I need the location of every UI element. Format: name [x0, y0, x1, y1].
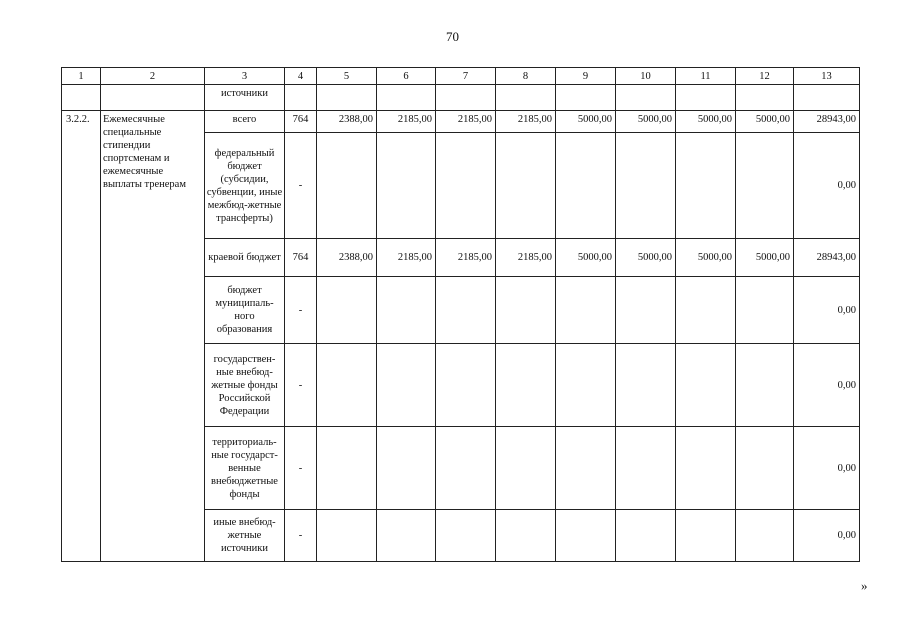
empty-cell	[285, 85, 317, 111]
value-cell	[496, 510, 556, 562]
source-cell: всего	[205, 111, 285, 133]
value-cell: 2185,00	[377, 239, 436, 277]
value-cell	[676, 427, 736, 510]
source-cell: бюджет муниципаль-ного образования	[205, 277, 285, 344]
header-cell: 10	[616, 68, 676, 85]
value-cell	[436, 344, 496, 427]
header-cell: 4	[285, 68, 317, 85]
source-cell: федеральный бюджет (субсидии, субвенции, иные межбюд-жетные трансферты)	[205, 133, 285, 239]
empty-cell	[317, 85, 377, 111]
value-cell	[616, 510, 676, 562]
value-cell	[556, 277, 616, 344]
total-cell: 0,00	[794, 510, 860, 562]
value-cell: 2185,00	[496, 111, 556, 133]
value-cell	[436, 133, 496, 239]
code-cell: -	[285, 344, 317, 427]
value-cell	[496, 427, 556, 510]
page-number: 70	[446, 29, 459, 44]
value-cell	[317, 344, 377, 427]
header-cell: 3	[205, 68, 285, 85]
value-cell	[496, 344, 556, 427]
table-body	[62, 68, 860, 562]
empty-cell	[556, 85, 616, 111]
source-cell: территориаль-ные государст-венные внебюджетные фонды	[205, 427, 285, 510]
closing-quote: »	[861, 578, 868, 593]
total-cell: 0,00	[794, 427, 860, 510]
value-cell	[377, 133, 436, 239]
header-cell: 2	[101, 68, 205, 85]
empty-cell	[377, 85, 436, 111]
empty-cell	[496, 85, 556, 111]
item-code: 3.2.2.	[62, 111, 101, 562]
budget-table	[61, 67, 860, 562]
value-cell	[556, 133, 616, 239]
value-cell	[317, 510, 377, 562]
code-cell: -	[285, 133, 317, 239]
value-cell	[616, 344, 676, 427]
total-cell: 0,00	[794, 344, 860, 427]
value-cell	[317, 277, 377, 344]
value-cell	[736, 344, 794, 427]
total-cell: 28943,00	[794, 111, 860, 133]
value-cell	[556, 344, 616, 427]
value-cell: 2185,00	[436, 239, 496, 277]
value-cell: 5000,00	[736, 111, 794, 133]
empty-cell	[62, 85, 101, 111]
total-cell: 28943,00	[794, 239, 860, 277]
value-cell: 5000,00	[616, 111, 676, 133]
value-cell	[736, 277, 794, 344]
total-cell: 0,00	[794, 133, 860, 239]
empty-cell	[616, 85, 676, 111]
value-cell	[377, 510, 436, 562]
value-cell	[436, 277, 496, 344]
value-cell: 5000,00	[556, 111, 616, 133]
code-cell: 764	[285, 111, 317, 133]
value-cell	[556, 510, 616, 562]
value-cell	[676, 510, 736, 562]
header-cell: 9	[556, 68, 616, 85]
value-cell	[616, 427, 676, 510]
header-cell: 13	[794, 68, 860, 85]
value-cell	[676, 344, 736, 427]
value-cell: 5000,00	[676, 239, 736, 277]
empty-cell	[436, 85, 496, 111]
value-cell: 5000,00	[616, 239, 676, 277]
value-cell	[556, 427, 616, 510]
carry-over-row	[62, 85, 860, 111]
code-cell: -	[285, 427, 317, 510]
value-cell	[317, 133, 377, 239]
carry-over-label: источники	[205, 85, 285, 111]
value-cell	[496, 277, 556, 344]
value-cell	[676, 277, 736, 344]
source-cell: государствен-ные внебюд-жетные фонды Российской Федерации	[205, 344, 285, 427]
value-cell: 5000,00	[556, 239, 616, 277]
header-cell: 11	[676, 68, 736, 85]
source-cell: иные внебюд-жетные источники	[205, 510, 285, 562]
value-cell: 2185,00	[377, 111, 436, 133]
value-cell	[436, 427, 496, 510]
value-cell: 2388,00	[317, 111, 377, 133]
source-cell: краевой бюджет	[205, 239, 285, 277]
empty-cell	[676, 85, 736, 111]
value-cell	[736, 427, 794, 510]
empty-cell	[794, 85, 860, 111]
value-cell	[616, 277, 676, 344]
total-cell: 0,00	[794, 277, 860, 344]
code-cell: -	[285, 510, 317, 562]
table-row	[62, 111, 860, 133]
value-cell	[736, 510, 794, 562]
header-cell: 1	[62, 68, 101, 85]
header-cell: 6	[377, 68, 436, 85]
value-cell	[317, 427, 377, 510]
header-cell: 12	[736, 68, 794, 85]
value-cell: 2185,00	[436, 111, 496, 133]
value-cell: 5000,00	[676, 111, 736, 133]
value-cell	[377, 344, 436, 427]
value-cell: 5000,00	[736, 239, 794, 277]
header-row	[62, 68, 860, 85]
header-cell: 5	[317, 68, 377, 85]
value-cell	[377, 427, 436, 510]
header-cell: 8	[496, 68, 556, 85]
item-name: Ежемесячные специальные стипендии спортсменам и ежемесячные выплаты тренерам	[101, 111, 205, 562]
empty-cell	[736, 85, 794, 111]
code-cell: 764	[285, 239, 317, 277]
value-cell	[676, 133, 736, 239]
value-cell: 2185,00	[496, 239, 556, 277]
value-cell	[736, 133, 794, 239]
value-cell	[616, 133, 676, 239]
code-cell: -	[285, 277, 317, 344]
value-cell	[436, 510, 496, 562]
value-cell	[496, 133, 556, 239]
empty-cell	[101, 85, 205, 111]
value-cell: 2388,00	[317, 239, 377, 277]
value-cell	[377, 277, 436, 344]
header-cell: 7	[436, 68, 496, 85]
